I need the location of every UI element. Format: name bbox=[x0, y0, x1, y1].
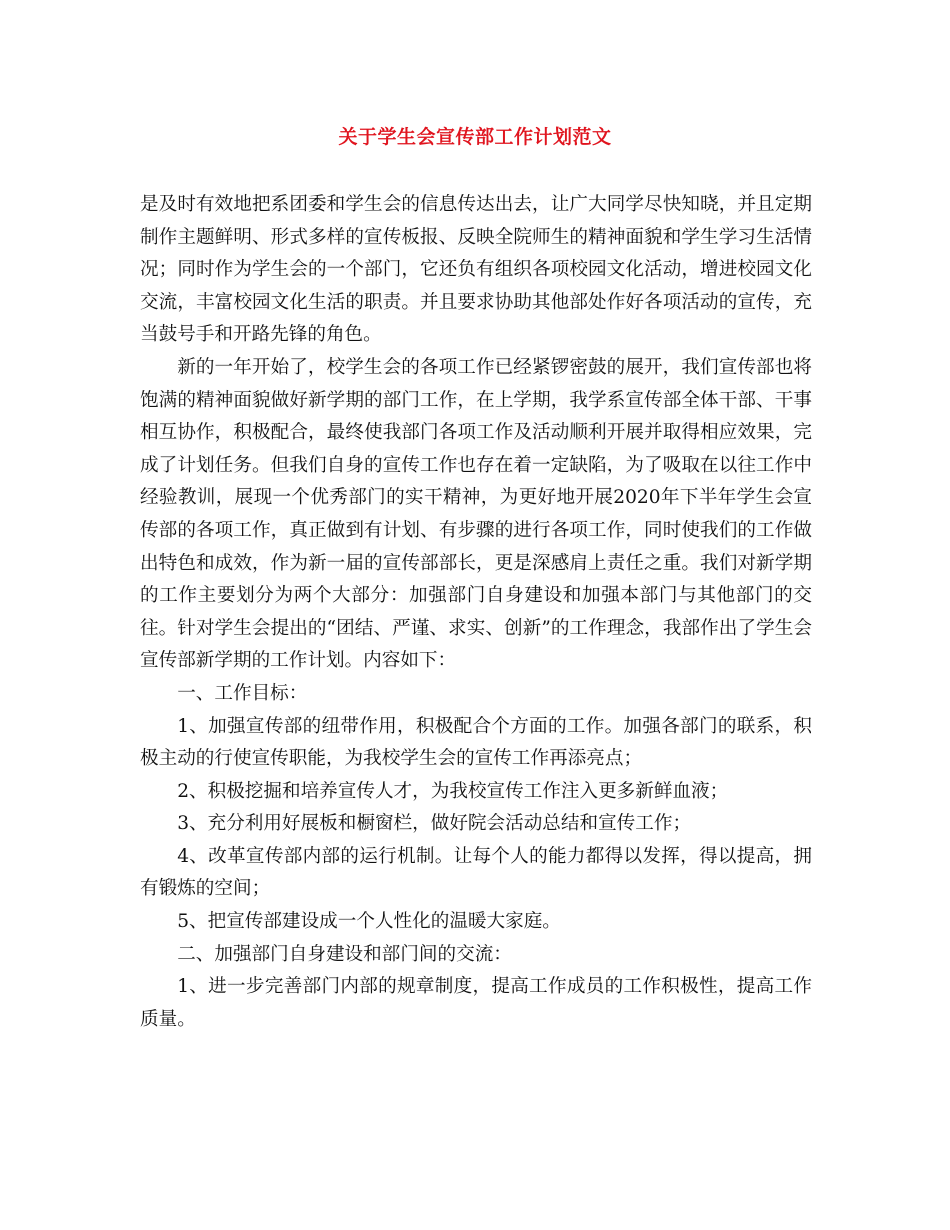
document-title: 关于学生会宣传部工作计划范文 bbox=[338, 126, 612, 148]
section-heading-department: 二、加强部门自身建设和部门间的交流： bbox=[177, 943, 512, 965]
department-item-1: 1、进一步完善部门内部的规章制度，提高工作成员的工作积极性，提高工作质量。 bbox=[140, 976, 812, 1030]
document-body bbox=[140, 189, 812, 1036]
goal-item-4: 4、改革宣传部内部的运行机制。让每个人的能力都得以发挥，得以提高，拥有锻炼的空间； bbox=[140, 845, 812, 900]
goal-item-2: 2、积极挖掘和培养宣传人才，为我校宣传工作注入更多新鲜血液； bbox=[177, 780, 729, 802]
section-heading-goals: 一、工作目标： bbox=[177, 682, 308, 704]
goal-item-5: 5、把宣传部建设成一个人性化的温暖大家庭。 bbox=[177, 911, 561, 933]
paragraph-background: 新的一年开始了，校学生会的各项工作已经紧锣密鼓的展开，我们宣传部也将饱满的精神面貌做好新学期的部门工作，在上学期，我学系宣传部全体干部、干事相互协作，积极配合，最终使我部门各项工作及活动顺利开展并取得相应效果，完成了计划任务。但我们自身的宣传工作也存在着一定缺陷，为了吸取在以往工作中经验教训，展现一个优秀部门的实干精神，为更好地开展2020年下半年学生会宣传部的各项工作，真正做到有计划、有步骤的进行各项工作，同时使我们的工作做出特色和成效，作为新一届的宣传部部长，更是深感肩上责任之重。我们对新学期的工作主要划分为两个大部分：加强部门自身建设和加强本部门与其他部门的交往。针对学生会提出的“团结、严谨、求实、创新”的工作理念，我部作出了学生会宣传部新学期的工作计划。内容如下： bbox=[140, 356, 812, 672]
paragraph-intro: 是及时有效地把系团委和学生会的信息传达出去，让广大同学尽快知晓，并且定期制作主题鲜明、形式多样的宣传板报、反映全院师生的精神面貌和学生学习生活情况；同时作为学生会的一个部门，它还负有组织各项校园文化活动，增进校园文化交流，丰富校园文化生活的职责。并且要求协助其他部处作好各项活动的宣传，充当鼓号手和开路先锋的角色。 bbox=[140, 194, 812, 346]
goal-item-3: 3、充分利用好展板和橱窗栏，做好院会活动总结和宣传工作； bbox=[177, 813, 692, 835]
goal-item-1: 1、加强宣传部的纽带作用，积极配合个方面的工作。加强各部门的联系，积极主动的行使宣传职能，为我校学生会的宣传工作再添亮点； bbox=[140, 715, 812, 770]
